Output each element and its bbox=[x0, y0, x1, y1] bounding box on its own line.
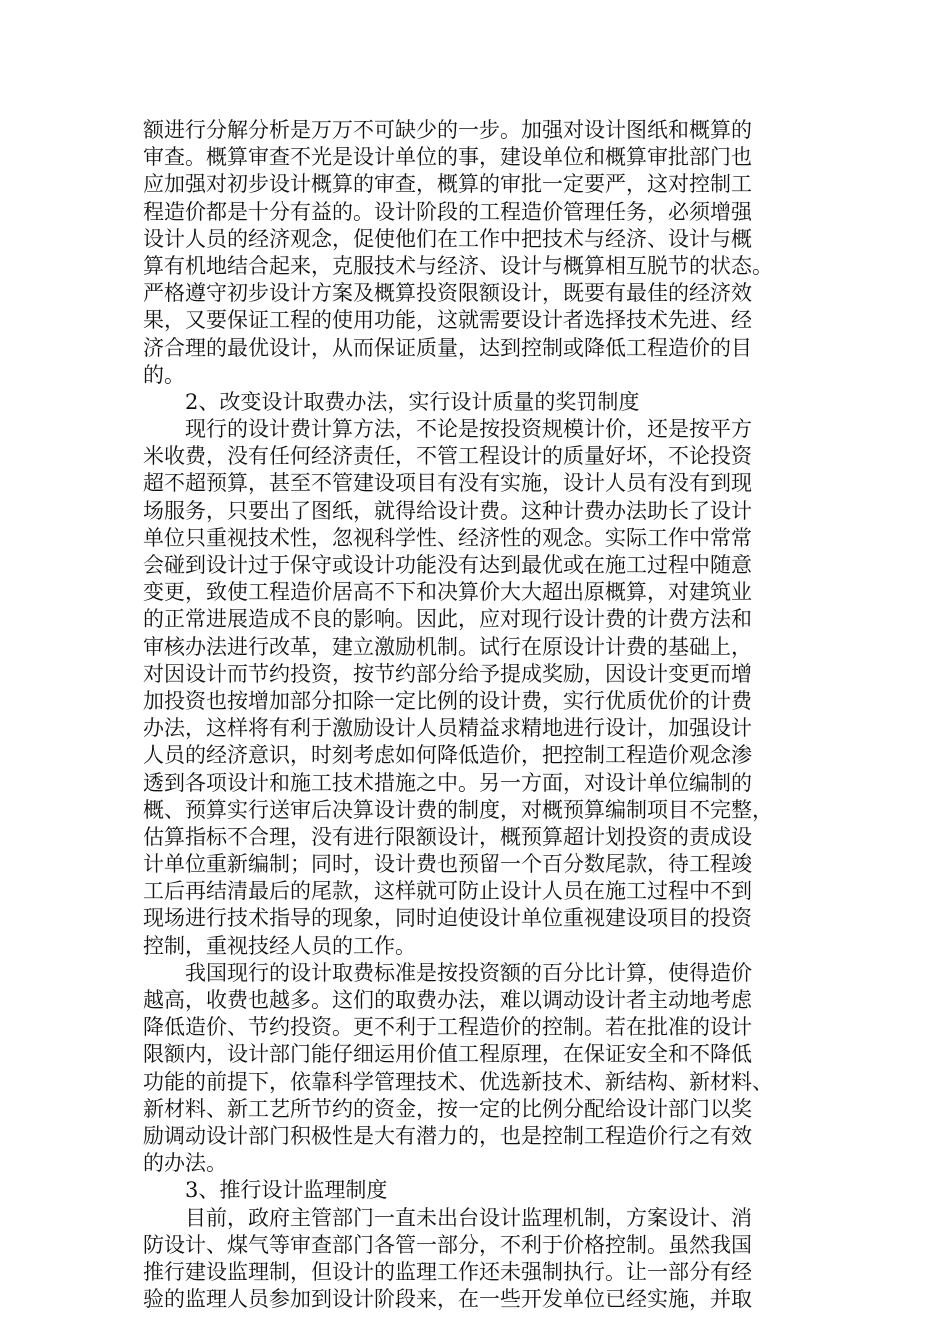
text-line: 变更，致使工程造价居高不下和决算价大大超出原概算，对建筑业 bbox=[143, 580, 752, 605]
text-line: 功能的前提下，依靠科学管理技术、优选新技术、新结构、新材料、 bbox=[143, 1069, 773, 1094]
text-line: 透到各项设计和施工技术措施之中。另一方面，对设计单位编制的 bbox=[143, 770, 752, 795]
text-line: 新材料、新工艺所节约的资金，按一定的比例分配给设计部门以奖 bbox=[143, 1096, 752, 1121]
text-line: 的正常进展造成不良的影响。因此，应对现行设计费的计费方法和 bbox=[143, 607, 752, 632]
text-line: 对因设计而节约投资，按节约部分给予提成奖励，因设计变更而增 bbox=[143, 661, 752, 686]
paragraph-start-line: 现行的设计费计算方法，不论是按投资规模计价，还是按平方 bbox=[185, 417, 752, 442]
text-line: 审核办法进行改革，建立激励机制。试行在原设计计费的基础上， bbox=[143, 634, 752, 659]
text-line: 济合理的最优设计，从而保证质量，达到控制或降低工程造价的目 bbox=[143, 335, 752, 360]
body-text bbox=[143, 117, 813, 1313]
text-line: 防设计、煤气等审查部门各管一部分，不利于价格控制。虽然我国 bbox=[143, 1232, 752, 1257]
text-line: 的。 bbox=[143, 362, 185, 387]
text-line: 超不超预算，甚至不管建设项目有没有实施，设计人员有没有到现 bbox=[143, 471, 752, 496]
text-line: 米收费，没有任何经济责任，不管工程设计的质量好坏，不论投资 bbox=[143, 444, 752, 469]
text-line: 设计人员的经济观念，促使他们在工作中把技术与经济、设计与概 bbox=[143, 226, 752, 251]
paragraph-start-line: 目前，政府主管部门一直未出台设计监理机制，方案设计、消 bbox=[185, 1205, 752, 1230]
text-line: 现场进行技术指导的现象，同时迫使设计单位重视建设项目的投资 bbox=[143, 906, 752, 931]
text-line: 降低造价、节约投资。更不利于工程造价的控制。若在批准的设计 bbox=[143, 1015, 752, 1040]
text-line: 算有机地结合起来，克服技术与经济、设计与概算相互脱节的状态。 bbox=[143, 253, 773, 278]
text-line: 计单位重新编制；同时，设计费也预留一个百分数尾款，待工程竣 bbox=[143, 852, 752, 877]
text-line: 的办法。 bbox=[143, 1151, 227, 1176]
text-line: 励调动设计部门积极性是大有潜力的，也是控制工程造价行之有效 bbox=[143, 1123, 752, 1148]
text-line: 加投资也按增加部分扣除一定比例的设计费，实行优质优价的计费 bbox=[143, 688, 752, 713]
text-line: 场服务，只要出了图纸，就得给设计费。这种计费办法助长了设计 bbox=[143, 498, 752, 523]
text-line: 应加强对初步设计概算的审查，概算的审批一定要严，这对控制工 bbox=[143, 172, 752, 197]
text-line: 审查。概算审查不光是设计单位的事，建设单位和概算审批部门也 bbox=[143, 145, 752, 170]
text-line: 程造价都是十分有益的。设计阶段的工程造价管理任务，必须增强 bbox=[143, 199, 752, 224]
paragraph-start-line: 3、推行设计监理制度 bbox=[185, 1178, 388, 1203]
text-line: 工后再结清最后的尾款，这样就可防止设计人员在施工过程中不到 bbox=[143, 879, 752, 904]
text-line: 严格遵守初步设计方案及概算投资限额设计，既要有最佳的经济效 bbox=[143, 281, 752, 306]
text-line: 推行建设监理制，但设计的监理工作还未强制执行。让一部分有经 bbox=[143, 1259, 752, 1284]
text-line: 会碰到设计过于保守或设计功能没有达到最优或在施工过程中随意 bbox=[143, 553, 752, 577]
text-line: 限额内，设计部门能仔细运用价值工程原理，在保证安全和不降低 bbox=[143, 1042, 752, 1067]
text-line: 越高，收费也越多。这们的取费办法，难以调动设计者主动地考虑 bbox=[143, 988, 752, 1012]
text-line: 办法，这样将有利于激励设计人员精益求精地进行设计，加强设计 bbox=[143, 716, 752, 741]
paragraph-start-line: 我国现行的设计取费标准是按投资额的百分比计算，使得造价 bbox=[185, 960, 752, 985]
text-line: 验的监理人员参加到设计阶段来，在一些开发单位已经实施，并取 bbox=[143, 1287, 752, 1312]
text-line: 概、预算实行送审后决算设计费的制度，对概预算编制项目不完整， bbox=[143, 797, 773, 822]
text-line: 单位只重视技术性，忽视科学性、经济性的观念。实际工作中常常 bbox=[143, 525, 752, 550]
text-line: 估算指标不合理，没有进行限额设计，概预算超计划投资的责成设 bbox=[143, 824, 752, 849]
text-line: 额进行分解分析是万万不可缺少的一步。加强对设计图纸和概算的 bbox=[143, 118, 752, 142]
text-line: 果，又要保证工程的使用功能，这就需要设计者选择技术先进、经 bbox=[143, 308, 752, 333]
text-line: 控制，重视技经人员的工作。 bbox=[143, 933, 416, 958]
paragraph-start-line: 2、改变设计取费办法，实行设计质量的奖罚制度 bbox=[185, 389, 640, 414]
text-line: 人员的经济意识，时刻考虑如何降低造价，把控制工程造价观念渗 bbox=[143, 743, 752, 768]
